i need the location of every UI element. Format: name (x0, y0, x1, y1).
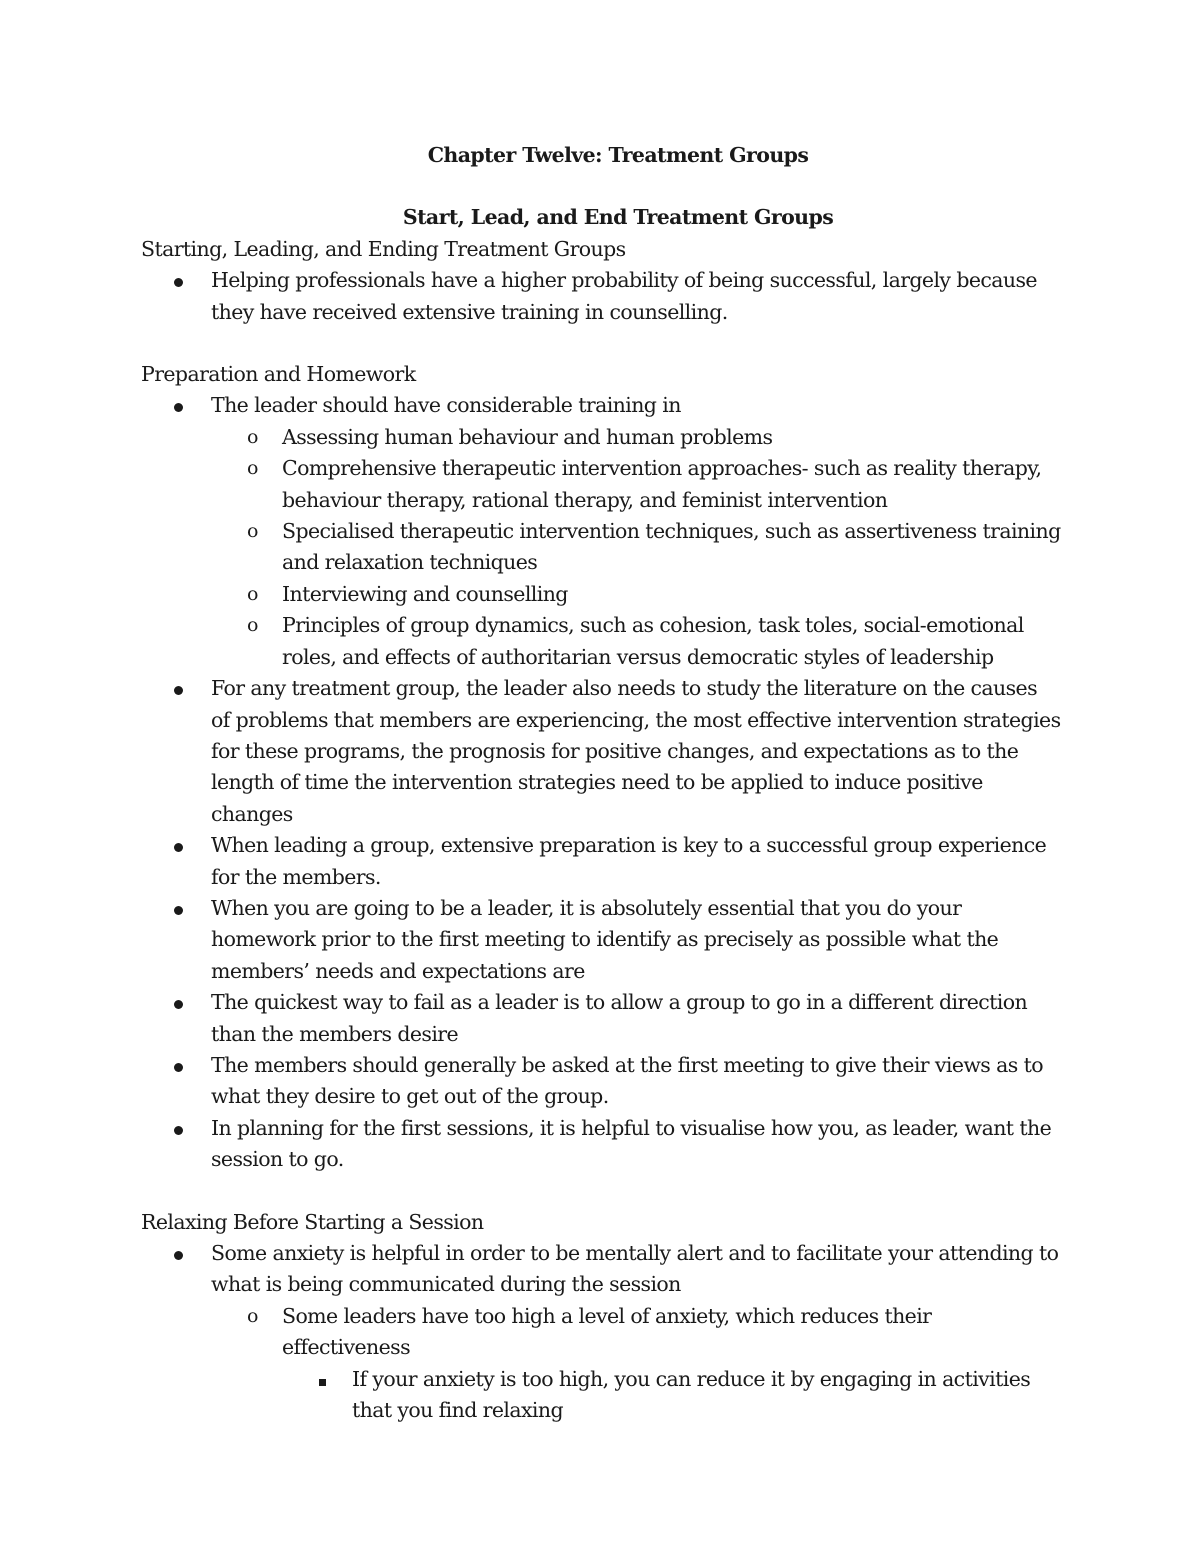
circle-bullet-icon: o (247, 614, 258, 637)
list-item: When leading a group, extensive preparation is key to a successful group experience for the members. (141, 830, 1061, 893)
list-item: The leader should have considerable training in (141, 390, 1061, 421)
circle-bullet-icon: o (247, 457, 258, 480)
circle-bullet-icon: o (247, 425, 258, 448)
bullet-icon (174, 1238, 183, 1269)
list-item: When you are going to be a leader, it is absolutely essential that you do your homework prior to the first meeting to identify as precisely as possible what the members’ needs and expectations are (141, 893, 1061, 987)
sub-list-item: o Some leaders have too high a level of anxiety, which reduces their effectiveness (141, 1301, 1061, 1364)
bullet-list (141, 265, 1061, 328)
sub-sub-list-item: If your anxiety is too high, you can reduce it by engaging in activities that you find relaxing (141, 1364, 1061, 1427)
section-heading: Starting, Leading, and Ending Treatment Groups (141, 236, 626, 261)
bullet-icon (174, 987, 183, 1018)
sub-list-item: o Specialised therapeutic intervention techniques, such as assertiveness training and relaxation techniques (141, 516, 1061, 579)
list-item: Some anxiety is helpful in order to be mentally alert and to facilitate your attending to what is being communicated during the session (141, 1238, 1061, 1301)
bullet-list (141, 390, 1061, 1175)
sub-list-item: o Assessing human behaviour and human problems (141, 422, 1061, 453)
list-item: The members should generally be asked at the first meeting to give their views as to what they desire to get out of the group. (141, 1050, 1061, 1113)
section-title: Start, Lead, and End Treatment Groups (402, 205, 834, 230)
square-bullet-icon (319, 1364, 326, 1395)
chapter-title: Chapter Twelve: Treatment Groups (427, 143, 809, 167)
section-heading: Relaxing Before Starting a Session (141, 1209, 484, 1234)
sub-list-item: o Interviewing and counselling (141, 579, 1061, 610)
sub-list-item: o Comprehensive therapeutic intervention approaches- such as reality therapy, behaviour therapy, rational therapy, and feminist intervention (141, 453, 1061, 516)
bullet-list (141, 1238, 1061, 1426)
section-heading: Preparation and Homework (141, 362, 416, 387)
bullet-icon (174, 893, 183, 924)
list-item: For any treatment group, the leader also needs to study the literature on the causes of problems that members are experiencing, the most effective intervention strategies for these programs, the prognosis for positive changes, and expectations as to the length of time the intervention strategies need to be applied to induce positive changes (141, 673, 1061, 830)
circle-bullet-icon: o (247, 582, 258, 605)
bullet-icon (174, 830, 183, 861)
list-item: Helping professionals have a higher probability of being successful, largely because they have received extensive training in counselling. (141, 265, 1061, 328)
bullet-icon (174, 1050, 183, 1081)
bullet-icon (174, 390, 183, 421)
bullet-icon (174, 673, 183, 704)
sub-list-item: o Principles of group dynamics, such as cohesion, task toles, social-emotional roles, and effects of authoritarian versus democratic styles of leadership (141, 610, 1061, 673)
list-item: In planning for the first sessions, it is helpful to visualise how you, as leader, want the session to go. (141, 1113, 1061, 1176)
circle-bullet-icon: o (247, 1304, 258, 1327)
document-page (141, 140, 1061, 1426)
list-item: The quickest way to fail as a leader is to allow a group to go in a different direction than the members desire (141, 987, 1061, 1050)
bullet-icon (174, 265, 183, 296)
circle-bullet-icon: o (247, 520, 258, 543)
bullet-icon (174, 1113, 183, 1144)
